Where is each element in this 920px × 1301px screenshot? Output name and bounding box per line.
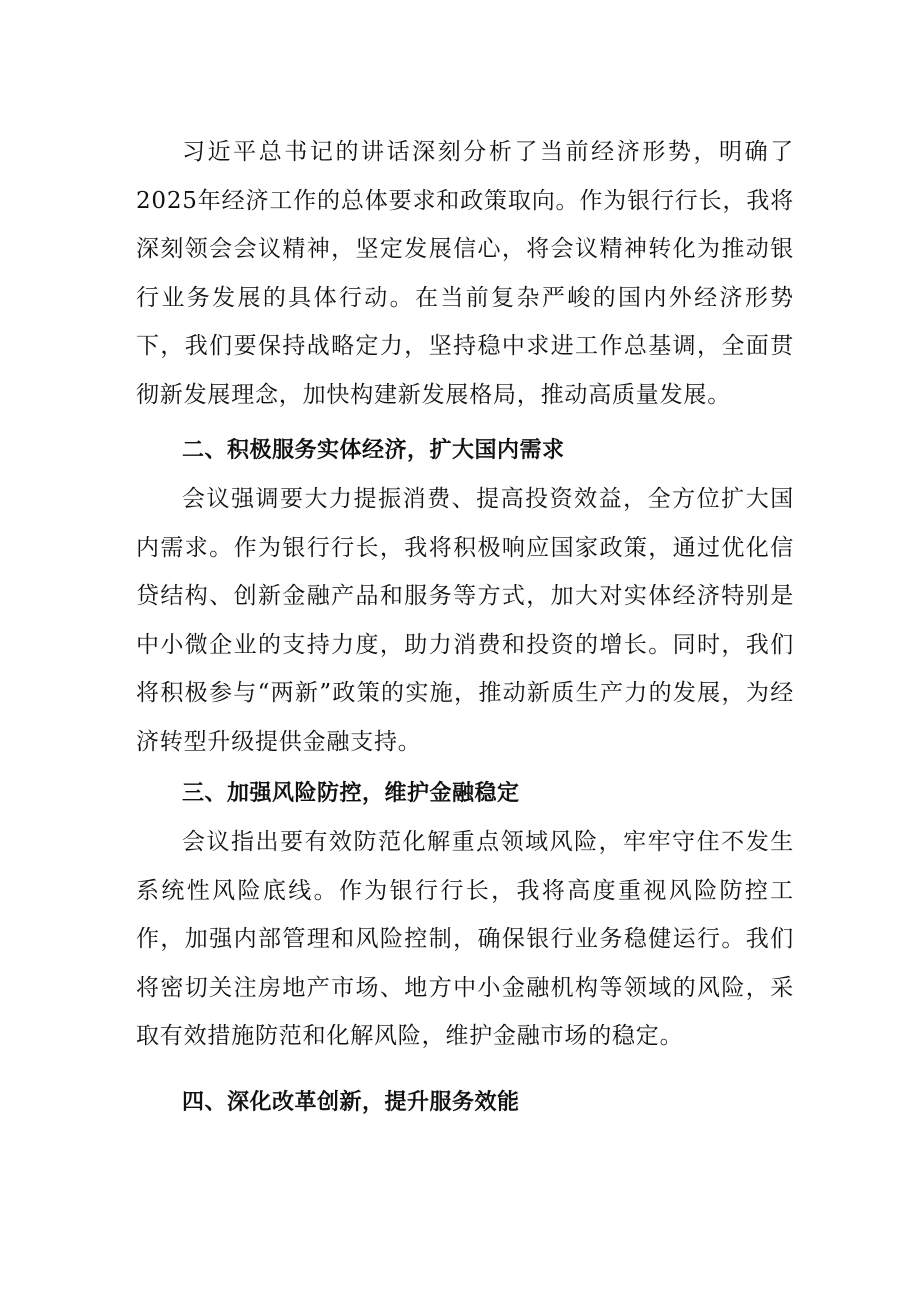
section-2-paragraph: 会议强调要大力提振消费、提高投资效益，全方位扩大国内需求。作为银行行长，我将积极响应国家政策，通过优化信贷结构、创新金融产品和服务等方式，加大对实体经济特别是中小微企业的支持力度，助力消费和投资的增长。同时，我们将积极参与“两新”政策的实施，推动新质生产力的发展，为经济转型升级提供金融支持。 (136, 486, 794, 755)
section-3-heading: 三、加强风险防控，维护金融稳定 (182, 781, 520, 806)
intro-paragraph: 习近平总书记的讲话深刻分析了当前经济形势，明确了2025年经济工作的总体要求和政策取向。作为银行行长，我将深刻领会会议精神，坚定发展信心，将会议精神转化为推动银行业务发展的具体行动。在当前复杂严峻的国内外经济形势下，我们要保持战略定力，坚持稳中求进工作总基调，全面贯彻新发展理念，加快构建新发展格局，推动高质量发展。 (136, 139, 794, 408)
document-body (136, 128, 794, 1127)
section-3-paragraph: 会议指出要有效防范化解重点领域风险，牢牢守住不发生系统性风险底线。作为银行行长，我将高度重视风险防控工作，加强内部管理和风险控制，确保银行业务稳健运行。我们将密切关注房地产市场、地方中小金融机构等领域的风险，采取有效措施防范和化解风险，维护金融市场的稳定。 (136, 829, 794, 1049)
section-2-heading: 二、积极服务实体经济，扩大国内需求 (182, 438, 565, 463)
section-4-heading: 四、深化改革创新，提升服务效能 (182, 1089, 520, 1115)
